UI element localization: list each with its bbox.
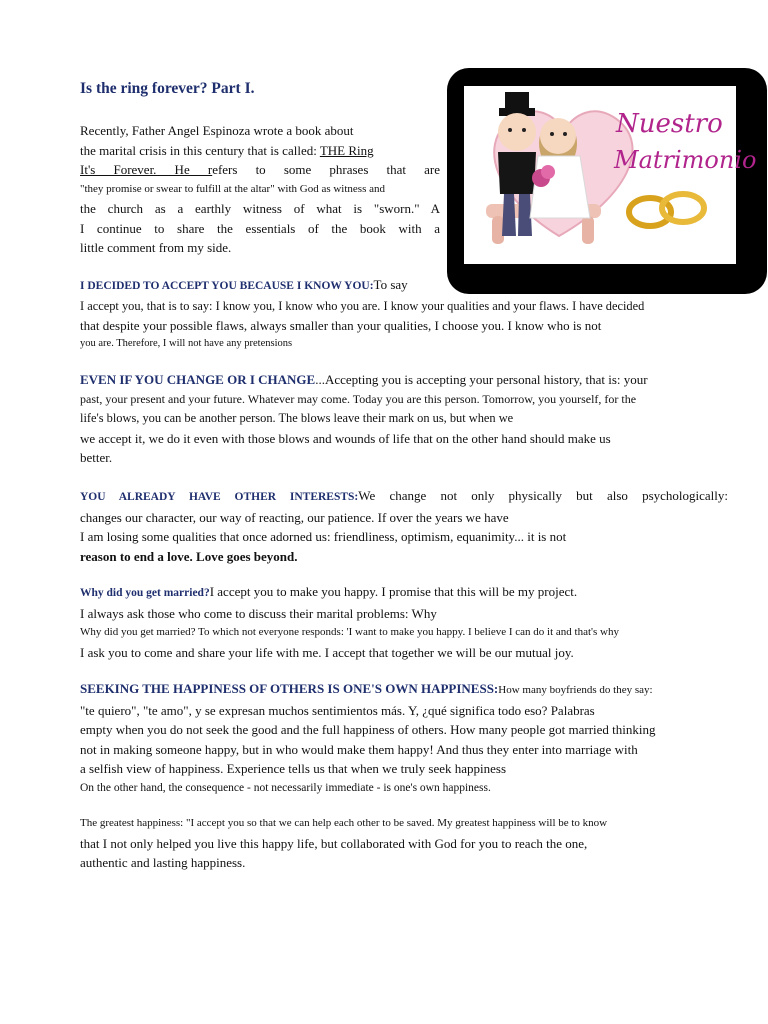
section-line: that despite your possible flaws, always smaller than your qualities, I choose you. I know who is not [80, 318, 602, 333]
section-change [80, 370, 728, 468]
section-happiness [80, 679, 728, 798]
section-line: I am losing some qualities that once adorned us: friendliness, optimism, equanimity... it is not [80, 529, 567, 544]
intro-text: efers to some phrases that are [212, 162, 440, 177]
intro-text: the marital crisis in this century that is called: [80, 142, 320, 158]
section-heading: I DECIDED TO ACCEPT YOU BECAUSE I KNOW YOU: [80, 280, 374, 292]
section-heading: SEEKING THE HAPPINESS OF OTHERS IS ONE'S OWN HAPPINESS: [80, 681, 499, 696]
section-heading: YOU ALREADY HAVE OTHER INTERESTS: [80, 491, 359, 503]
intro-line: I continue to share the essentials of the book with a [80, 220, 440, 236]
section-text: We change not only physically but also psychologically: [358, 488, 728, 503]
section-line: I ask you to come and share your life with me. I accept that together we will be our mutual joy. [80, 644, 574, 660]
section-line: better. [80, 450, 113, 465]
section-heading: EVEN IF YOU CHANGE OR I CHANGE [80, 372, 316, 387]
section-text: How many boyfriends do they say: [498, 684, 653, 696]
image-script-matrimonio: Matrimonio [614, 146, 757, 174]
section-text: ...Accepting you is accepting your personal history, that is: your [315, 372, 648, 387]
section-accept [80, 275, 728, 351]
section-line: I accept you, that is to say: I know you, I know who you are. I know your qualities and your flaws. I have decided [80, 298, 645, 313]
intro-line: little comment from my side. [80, 240, 232, 255]
section-line: empty when you do not seek the good and the full happiness of others. How many people got married thinking [80, 722, 656, 737]
section-line: past, your present and your future. Whatever may come. Today you are this person. Tomorrow, you yourself, for the [80, 391, 637, 406]
section-line: On the other hand, the consequence - not necessarily immediate - is one's own happiness. [80, 781, 491, 794]
section-text: I accept you to make you happy. I promise that this will be my project. [209, 584, 578, 599]
section-line [80, 275, 728, 297]
intro-line [80, 160, 440, 180]
section-text: To say [373, 277, 408, 292]
section-line: not in making someone happy, but in who would make them happy! And thus they enter into marriage with [80, 741, 638, 757]
image-script-nuestro: Nuestro [616, 109, 723, 139]
section-line: I always ask those who come to discuss their marital problems: Why [80, 605, 437, 621]
section-greatest-happiness [80, 814, 728, 873]
section-line: The greatest happiness: "I accept you so that we can help each other to be saved. My greatest happiness will be to know [80, 817, 608, 829]
section-married [80, 582, 728, 662]
section-line [80, 582, 728, 604]
section-line: Why did you get married? To which not everyone responds: 'I want to make you happy. I believe I can do it and that's why [80, 626, 619, 638]
wedding-image-frame [447, 68, 767, 294]
section-heading: Why did you get married? [80, 587, 210, 599]
wedding-couple-illustration [464, 86, 757, 264]
intro-line: Recently, Father Angel Espinoza wrote a book about [80, 123, 354, 138]
section-line: changes our character, our way of reacting, our patience. If over the years we have [80, 509, 509, 525]
section-line [80, 679, 728, 701]
page-title: Is the ring forever? Part I. [80, 80, 255, 97]
section-line: we accept it, we do it even with those blows and wounds of life that on the other hand should make us [80, 430, 611, 446]
section-line: a selfish view of happiness. Experience tells us that when we truly seek happiness [80, 761, 506, 776]
section-interests [80, 486, 728, 566]
intro-paragraph [80, 121, 440, 258]
book-title-link: It's Forever. He r [80, 162, 213, 177]
section-line [80, 486, 728, 508]
section-line: you are. Therefore, I will not have any pretensions [80, 337, 293, 349]
section-line: "te quiero", "te amo", y se expresan muchos sentimientos más. Y, ¿qué significa todo eso? Palabras [80, 702, 595, 718]
book-title-link: THE Ring [319, 142, 374, 158]
intro-line: "they promise or swear to fulfill at the altar" with God as witness and [80, 182, 385, 195]
intro-line [80, 141, 440, 161]
section-line [80, 370, 728, 390]
section-line: reason to end a love. Love goes beyond. [80, 548, 298, 564]
section-line: life's blows, you can be another person. The blows leave their mark on us, but when we [80, 411, 514, 425]
section-line: authentic and lasting happiness. [80, 855, 246, 870]
section-line: that I not only helped you live this happy life, but collaborated with God for you to reach the one, [80, 835, 588, 851]
intro-line: the church as a earthly witness of what is "sworn." A [80, 201, 440, 216]
wedding-image [464, 86, 757, 264]
